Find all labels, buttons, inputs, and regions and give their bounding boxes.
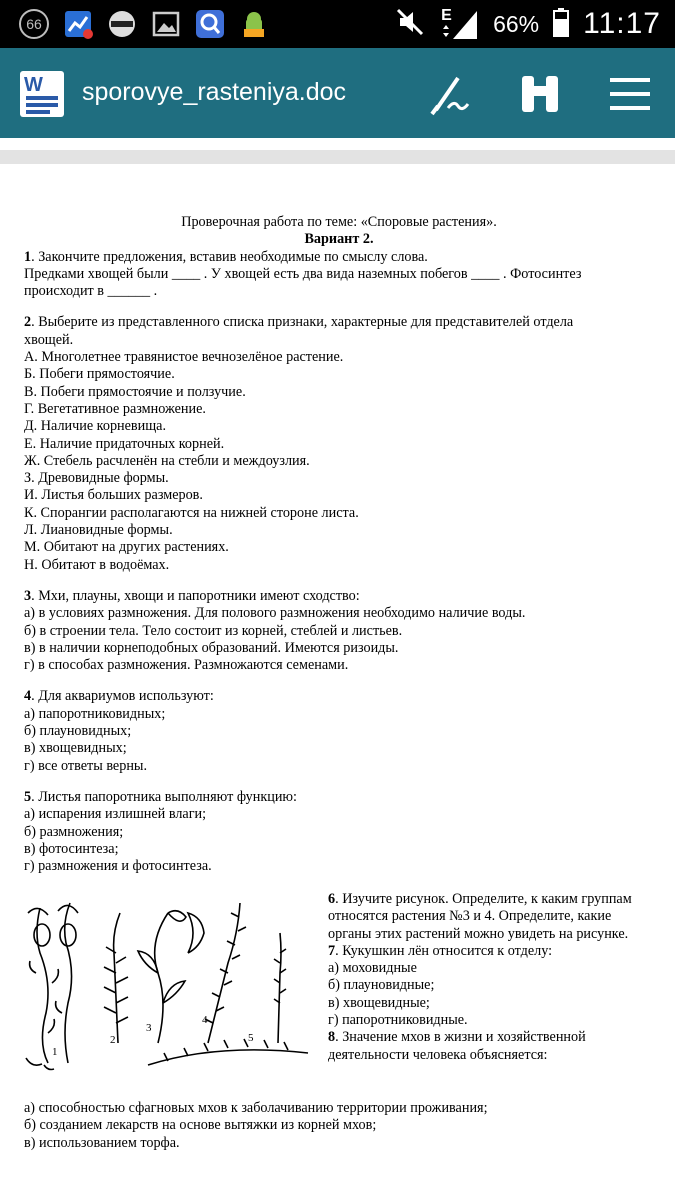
- answer-option: а) способностью сфагновых мхов к заболачиванию территории проживания;: [24, 1100, 488, 1116]
- question-1-line: происходит в ______ .: [24, 283, 158, 300]
- question-6: 6. Изучите рисунок. Определите, к каким группам: [328, 891, 632, 907]
- answer-option: б) в строении тела. Тело состоит из корней, стеблей и листьев.: [24, 622, 403, 639]
- answer-option: б) плауновидные;: [328, 977, 435, 994]
- battery-icon: [553, 7, 569, 42]
- status-bar: [0, 0, 675, 48]
- answer-option: З. Древовидные формы.: [24, 470, 169, 487]
- question-2-prompt-cont: хвощей.: [24, 331, 74, 348]
- question-1: 1. Закончите предложения, вставив необходимые по смыслу слова.: [24, 248, 428, 265]
- question-2: 2. Выберите из представленного списка признаки, характерные для представителей отдела: [24, 314, 574, 331]
- question-6-line: относятся растения №3 и 4. Определите, какие: [328, 908, 612, 925]
- answer-option: И. Листья больших размеров.: [24, 487, 203, 504]
- answer-option: в) фотосинтеза;: [24, 840, 119, 857]
- question-3: 3. Мхи, плауны, хвощи и папоротники имеют сходство:: [24, 587, 360, 604]
- question-4: 4. Для аквариумов используют:: [24, 688, 214, 705]
- document-body: [24, 214, 654, 875]
- hat-icon: [106, 8, 138, 40]
- chart-app-icon: [62, 8, 94, 40]
- answer-option: а) папоротниковидных;: [24, 705, 166, 722]
- binoculars-search-icon[interactable]: [516, 72, 564, 116]
- answer-option: Н. Обитают в водоёмах.: [24, 556, 170, 573]
- question-5: 5. Листья папоротника выполняют функцию:: [24, 788, 297, 805]
- page-edge-divider: [0, 150, 675, 164]
- answer-option: а) испарения излишней влаги;: [24, 806, 207, 823]
- plants-figure: [18, 893, 318, 1073]
- notification-icons: [18, 8, 270, 40]
- answer-option: Ж. Стебель расчленён на стебли и междоузлия.: [24, 452, 310, 469]
- edit-pen-icon[interactable]: [428, 72, 476, 116]
- figure-label-1: 1: [52, 1046, 58, 1058]
- mute-icon: [395, 7, 425, 42]
- answer-option: М. Обитают на других растениях.: [24, 539, 229, 556]
- answer-option: Б. Побеги прямостоячие.: [24, 366, 175, 383]
- answer-option: Г. Вегетативное размножение.: [24, 400, 206, 417]
- answer-option: в) в наличии корнеподобных образований. Имеются ризоиды.: [24, 639, 399, 656]
- status-right: [395, 0, 661, 48]
- search-app-icon: [194, 8, 226, 40]
- document-file-name: sporovye_rasteniya.doc: [82, 78, 347, 106]
- answer-option: г) размножения и фотосинтеза.: [24, 858, 212, 875]
- figure-label-2: 2: [110, 1034, 116, 1046]
- figure-label-4: 4: [202, 1014, 208, 1026]
- answer-option: г) в способах размножения. Размножаются семенами.: [24, 657, 349, 674]
- answer-option: В. Побеги прямостоячие и ползучие.: [24, 383, 246, 400]
- answer-option: в) хвощевидные;: [328, 994, 430, 1011]
- answer-option: Д. Наличие корневища.: [24, 418, 166, 435]
- question-8: 8. Значение мхов в жизни и хозяйственной: [328, 1029, 586, 1046]
- document-title: Проверочная работа по теме: «Споровые растения».: [181, 214, 497, 230]
- image-icon: [150, 8, 182, 40]
- answer-option: Л. Лиановидные формы.: [24, 522, 173, 539]
- answer-option: б) размножения;: [24, 823, 124, 840]
- app-bar: [0, 48, 675, 138]
- battery-percent: 66%: [493, 10, 540, 37]
- question-1-line: Предками хвощей были ____ . У хвощей есть два вида наземных побегов ____ . Фотосинтез: [24, 265, 582, 282]
- answer-option: б) плауновидных;: [24, 723, 132, 740]
- answer-option: А. Многолетнее травянистое вечнозелёное растение.: [24, 349, 344, 366]
- figure-label-3: 3: [146, 1022, 152, 1034]
- answer-option: в) использованием торфа.: [24, 1134, 180, 1151]
- answer-option: б) созданием лекарств на основе вытяжки из корней мхов;: [24, 1117, 377, 1134]
- menu-icon[interactable]: [606, 72, 654, 116]
- document-variant: Вариант 2.: [304, 231, 374, 248]
- word-document-icon[interactable]: W: [20, 71, 64, 117]
- question-7: 7. Кукушкин лён относится к отделу:: [328, 942, 553, 959]
- answer-option: а) моховидные: [328, 960, 417, 977]
- question-8-options: [24, 1100, 654, 1152]
- notification-count-icon: 66: [18, 8, 50, 40]
- network-icon: E: [439, 7, 479, 41]
- answer-option: в) хвощевидных;: [24, 740, 127, 757]
- android-icon: [238, 8, 270, 40]
- figure-label-5: 5: [248, 1032, 254, 1044]
- answer-option: К. Спорангии располагаются на нижней стороне листа.: [24, 504, 359, 521]
- answer-option: Е. Наличие придаточных корней.: [24, 435, 225, 452]
- question-8-line: деятельности человека объясняется:: [328, 1046, 548, 1063]
- answer-option: г) папоротниковидные.: [328, 1012, 468, 1029]
- question-6-line: органы этих растений можно увидеть на рисунке.: [328, 925, 629, 942]
- clock: 11:17: [583, 7, 661, 40]
- answer-option: г) все ответы верны.: [24, 757, 147, 774]
- answer-option: а) в условиях размножения. Для полового размножения необходимо наличие воды.: [24, 605, 526, 622]
- plants-illustration: [18, 893, 318, 1073]
- right-column-questions: [328, 891, 658, 1064]
